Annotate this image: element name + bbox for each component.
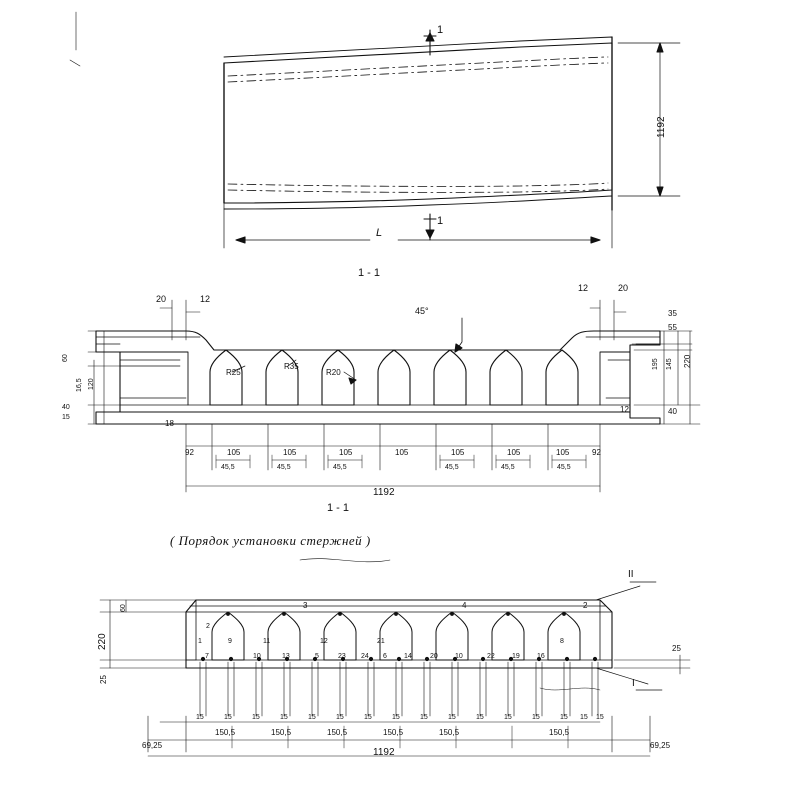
rebar-row-number-3: 10 <box>253 653 261 660</box>
section-right-stack-1: 55 <box>668 323 677 332</box>
section-bottom-cell-3: 105 <box>339 448 353 457</box>
rebar-bottom-row-15: 15 <box>596 714 604 721</box>
rebar-mark-top-right: II <box>628 569 634 580</box>
rebar-caption: ( Порядок установки стержней ) <box>170 533 371 548</box>
rebar-mark-bottom-right: I <box>632 678 635 689</box>
rebar-bottom-row-5: 15 <box>336 714 344 721</box>
section-left-stack-3: 40 <box>62 404 70 411</box>
section-right-dim-0: 12 <box>578 283 589 293</box>
rebar-bottom-row-1: 15 <box>224 714 232 721</box>
rebar-bottom-row-2: 15 <box>252 714 260 721</box>
rebar-bottom-row-4: 15 <box>308 714 316 721</box>
section-right-stack-2: 195 <box>652 358 659 370</box>
rebar-row-number-15: 8 <box>560 638 564 645</box>
section-bottom-cell-5: 105 <box>451 448 465 457</box>
section-right-stack-4: 220 <box>683 354 692 368</box>
rebar-row-number-13: 19 <box>512 653 520 660</box>
rebar-row-number-2: 9 <box>228 638 232 645</box>
rebar-row-number-8: 6 <box>383 653 387 660</box>
rebar-bottom-row-9: 15 <box>448 714 456 721</box>
rebar-bottom-row-13: 15 <box>560 714 568 721</box>
rebar-row-number-1: 7 <box>205 653 209 660</box>
rebar-bottom-cell-7: 69,25 <box>650 741 671 750</box>
rebar-left-stack-0: 60 <box>120 604 127 612</box>
rebar-bottom-row-0: 15 <box>196 714 204 721</box>
section-total-width: 1192 <box>373 487 395 498</box>
rebar-left-stack-2: 25 <box>99 675 108 684</box>
section-bottom-sub-3: 45,5 <box>445 464 459 471</box>
section-left-stack-4: 15 <box>62 414 70 421</box>
rebar-row-number-9: 14 <box>404 653 412 660</box>
section-radius-0: R25 <box>226 368 241 377</box>
section-angle-note: 45° <box>415 306 429 316</box>
rebar-total-width: 1192 <box>373 747 395 758</box>
section-bottom-sub-1: 45,5 <box>277 464 291 471</box>
section-right-stack-5: 40 <box>668 407 677 416</box>
rebar-bottom-row-3: 15 <box>280 714 288 721</box>
rebar-row-number-11: 10 <box>455 653 463 660</box>
section-bottom-cell-4: 105 <box>395 448 409 457</box>
rebar-bottom-row-12: 15 <box>532 714 540 721</box>
section-left-small-0: 18 <box>165 419 174 428</box>
section-bottom-sub-4: 45,5 <box>501 464 515 471</box>
rebar-top-number-0: 3 <box>303 601 308 610</box>
rebar-row-number-18: 12 <box>320 638 328 645</box>
section-radius-2: R20 <box>326 368 341 377</box>
section-left-stack-0: 60 <box>62 354 69 362</box>
rebar-left-stack-1: 220 <box>97 633 108 650</box>
plan-section-mark-bottom: 1 <box>437 215 444 227</box>
section-bottom-sub-5: 45,5 <box>557 464 571 471</box>
rebar-bottom-cell-0: 69,25 <box>142 741 163 750</box>
rebar-bottom-cell-5: 150,5 <box>439 728 460 737</box>
rebar-row-number-16: 2 <box>206 623 210 630</box>
rebar-right-edge: 25 <box>672 644 681 653</box>
rebar-row-number-0: 1 <box>198 638 202 645</box>
section-left-stack-2: 16,5 <box>76 378 83 392</box>
section-bottom-sub-0: 45,5 <box>221 464 235 471</box>
section-left-stack-1: 120 <box>88 378 95 390</box>
section-left-dim-0: 20 <box>156 294 167 304</box>
rebar-row-number-10: 20 <box>430 653 438 660</box>
section-bottom-sub-2: 45,5 <box>333 464 347 471</box>
rebar-row-number-4: 13 <box>282 653 290 660</box>
rebar-top-number-1: 4 <box>462 601 467 610</box>
rebar-row-number-7: 24 <box>361 653 369 660</box>
section-bottom-cell-7: 105 <box>556 448 570 457</box>
rebar-row-number-17: 11 <box>263 638 271 645</box>
section-bottom-cell-8: 92 <box>592 448 601 457</box>
section-bottom-cell-0: 92 <box>185 448 194 457</box>
rebar-bottom-cell-2: 150,5 <box>271 728 292 737</box>
rebar-bottom-row-7: 15 <box>392 714 400 721</box>
section-title-bottom: 1 - 1 <box>327 502 350 514</box>
rebar-bottom-row-11: 15 <box>504 714 512 721</box>
section-right-small-0: 12 <box>620 405 629 414</box>
plan-width-dim: 1192 <box>656 116 667 138</box>
rebar-bottom-cell-6: 150,5 <box>549 728 570 737</box>
section-right-dim-1: 20 <box>618 283 629 293</box>
rebar-row-number-12: 22 <box>487 653 495 660</box>
rebar-row-number-19: 21 <box>377 638 385 645</box>
rebar-row-number-5: 5 <box>315 653 319 660</box>
section-left-dim-1: 12 <box>200 294 211 304</box>
rebar-bottom-cell-4: 150,5 <box>383 728 404 737</box>
section-bottom-cell-6: 105 <box>507 448 521 457</box>
plan-section-mark-top: 1 <box>437 24 444 36</box>
section-bottom-cell-1: 105 <box>227 448 241 457</box>
rebar-bottom-cell-3: 150,5 <box>327 728 348 737</box>
rebar-bottom-row-8: 15 <box>420 714 428 721</box>
section-right-stack-3: 145 <box>666 358 673 370</box>
rebar-bottom-row-14: 15 <box>580 714 588 721</box>
rebar-top-number-2: 2 <box>583 601 588 610</box>
plan-length-label: L <box>376 227 383 239</box>
rebar-bottom-row-10: 15 <box>476 714 484 721</box>
rebar-bottom-row-6: 15 <box>364 714 372 721</box>
section-title-top: 1 - 1 <box>358 267 381 279</box>
section-radius-1: R35 <box>284 362 299 371</box>
section-bottom-cell-2: 105 <box>283 448 297 457</box>
rebar-row-number-14: 16 <box>537 653 545 660</box>
rebar-row-number-6: 23 <box>338 653 346 660</box>
section-right-stack-0: 35 <box>668 309 677 318</box>
rebar-bottom-cell-1: 150,5 <box>215 728 236 737</box>
